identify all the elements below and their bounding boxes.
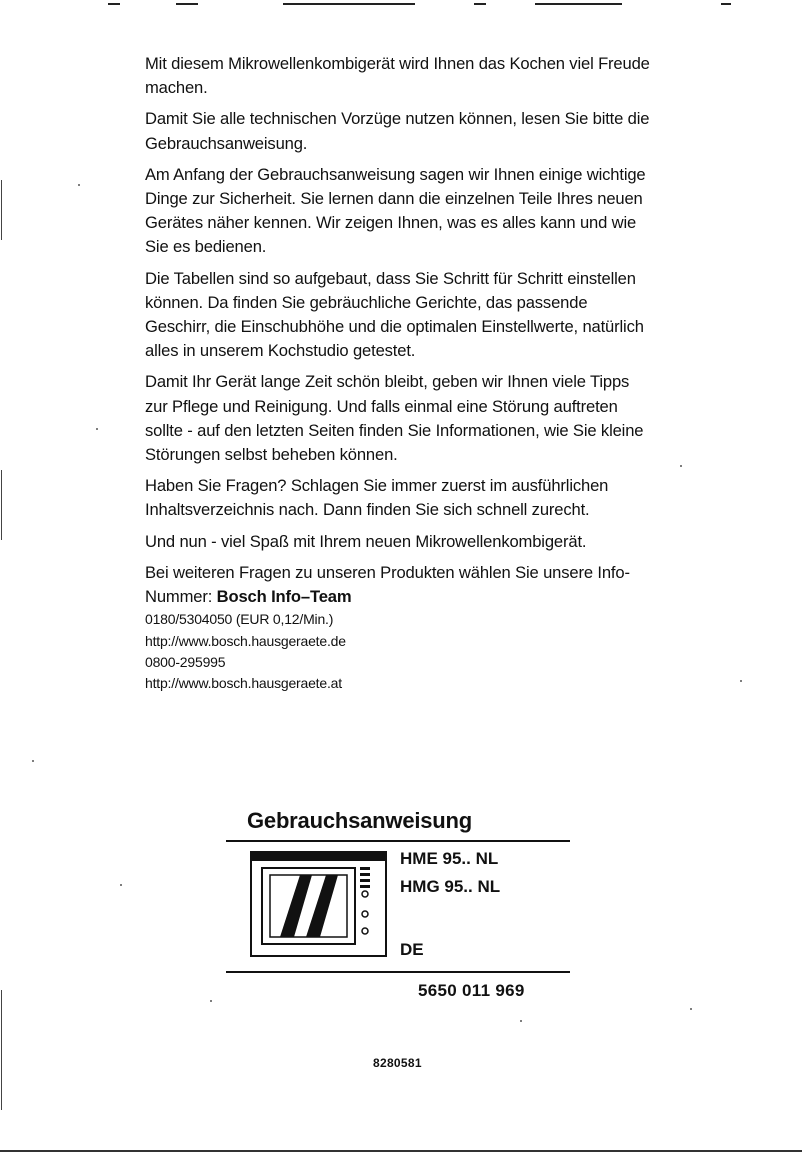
scan-edge-line: [176, 3, 198, 5]
url-austria[interactable]: http://www.bosch.hausgeraete.at: [145, 675, 342, 692]
info-team-name: Bosch Info–Team: [216, 587, 352, 607]
part-number: 5650 011 969: [418, 981, 525, 1000]
scan-edge-mark: [1, 470, 2, 540]
scan-edge-line: [283, 3, 415, 5]
url-germany[interactable]: http://www.bosch.hausgeraete.de: [145, 632, 346, 649]
scan-edge-line: [474, 3, 486, 5]
document-title: Gebrauchsanweisung: [247, 808, 473, 833]
phone-germany: 0180/5304050 (EUR 0,12/Min.): [145, 611, 334, 628]
scan-speck: [32, 760, 34, 762]
scan-edge-line: [535, 3, 622, 5]
scan-speck: [96, 428, 98, 430]
paragraph: Und nun - viel Spaß mit Ihrem neuen Mikrowellenkombigerät.: [145, 531, 587, 551]
scan-bottom-edge: [0, 1150, 802, 1152]
scan-speck: [690, 1008, 692, 1010]
scan-speck: [210, 1000, 212, 1002]
paragraph: Mit diesem Mikrowellenkombigerät wird Ihnen das Kochen viel Freude machen.: [145, 54, 650, 98]
language-code: DE: [400, 940, 424, 959]
phone-austria: 0800-295995: [145, 654, 226, 671]
paragraph: Damit Sie alle technischen Vorzüge nutzen können, lesen Sie bitte die Gebrauchsanweisung.: [145, 109, 650, 153]
scan-speck: [680, 465, 682, 467]
model-number: HMG 95.. NL: [400, 877, 501, 896]
contact-intro: Bei weiteren Fragen zu unseren Produkten wählen Sie unsere Info-Nummer:: [145, 562, 630, 607]
paragraph: Haben Sie Fragen? Schlagen Sie immer zuerst im ausführlichen Inhaltsverzeichnis nach. Dann finden Sie sich schnell zurecht.: [145, 476, 609, 520]
title-rule: [226, 840, 570, 842]
scan-speck: [78, 184, 80, 186]
scan-edge-line: [108, 3, 120, 5]
paragraph: Die Tabellen sind so aufgebaut, dass Sie Schritt für Schritt einstellen können. Da finden Sie gebräuchliche Gerichte, das passende Geschirr, die Einschubhöhe und die optimalen Einstellwerte, natürlich alles in unserem Kochstudio getestet.: [145, 268, 644, 361]
scan-speck: [740, 680, 742, 682]
scan-speck: [520, 1020, 522, 1022]
microwave-oven-icon: [250, 851, 387, 957]
scan-edge-mark: [1, 180, 2, 240]
model-number: HME 95.. NL: [400, 849, 499, 868]
paragraph: Damit Ihr Gerät lange Zeit schön bleibt, geben wir Ihnen viele Tipps zur Pflege und Reinigung. Und falls einmal eine Störung auftreten sollte - auf den letzten Seiten finden Sie Informationen, wie Sie kleine Störungen selbst beheben können.: [145, 372, 644, 465]
scan-edge-line: [721, 3, 731, 5]
paragraph: Am Anfang der Gebrauchsanweisung sagen wir Ihnen einige wichtige Dinge zur Sicherheit. Sie lernen dann die einzelnen Teile Ihres neuen Gerätes näher kennen. Wir zeigen Ihnen, was es alles kann und wie Sie es bedienen.: [145, 164, 646, 257]
print-code: 8280581: [373, 1056, 422, 1070]
scan-speck: [120, 884, 122, 886]
contact-paragraph: [145, 561, 655, 609]
intro-text: [145, 52, 655, 695]
cover-bottom-rule: [226, 971, 570, 973]
scan-edge-mark: [1, 990, 2, 1110]
